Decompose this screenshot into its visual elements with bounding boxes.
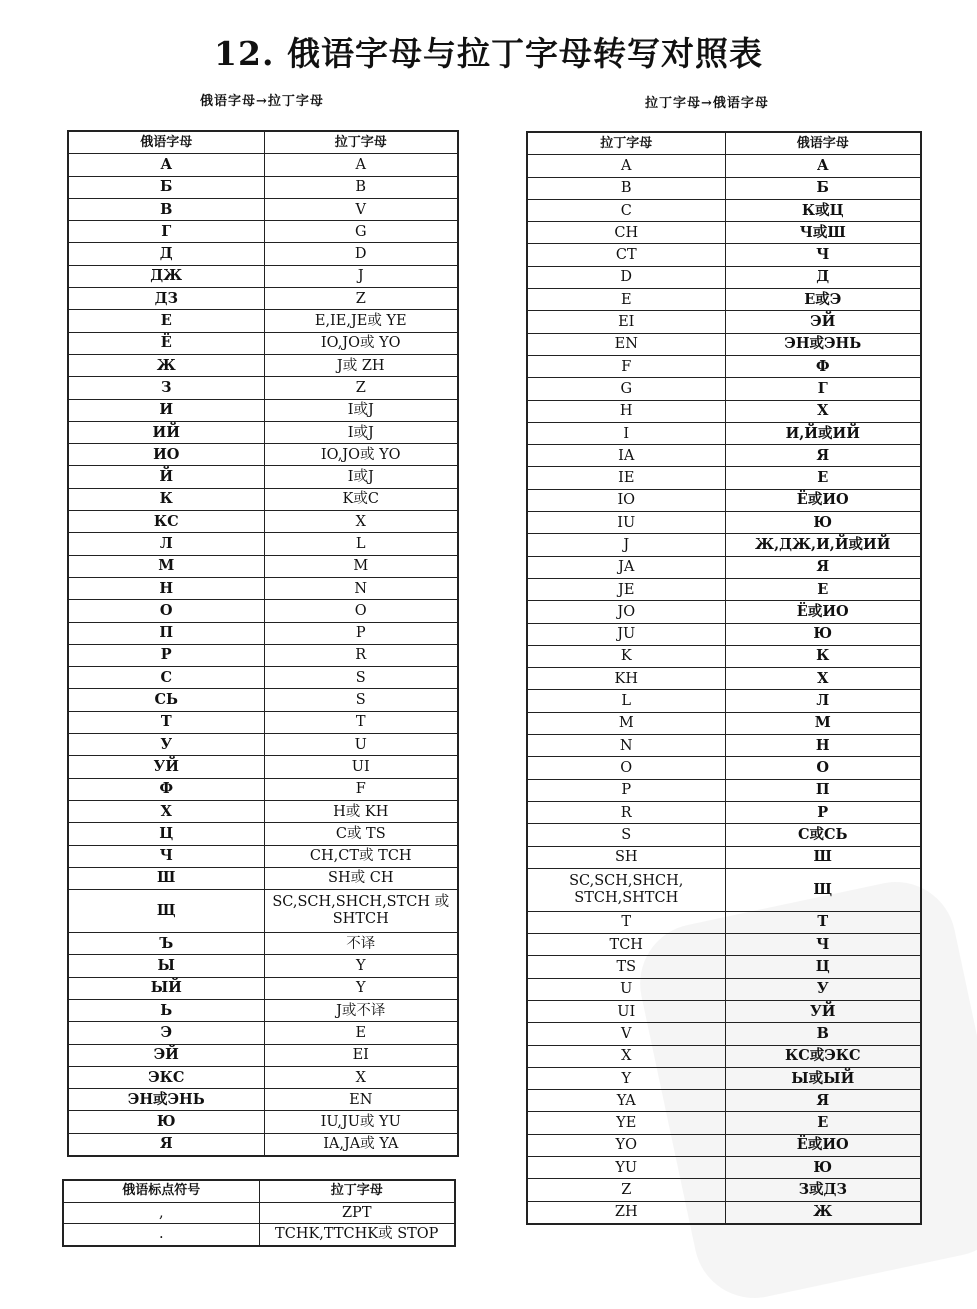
table-row xyxy=(527,735,921,757)
table-row xyxy=(527,578,921,600)
table-row xyxy=(527,779,921,801)
cell-source: Ю xyxy=(68,1111,264,1133)
table-row xyxy=(68,466,458,488)
table-row xyxy=(527,311,921,333)
table-row xyxy=(527,956,921,978)
table-row xyxy=(68,533,458,555)
table-row xyxy=(527,1090,921,1112)
cell-target: В xyxy=(725,1023,921,1045)
table-row xyxy=(527,601,921,623)
cell-source: V xyxy=(527,1023,725,1045)
table-row xyxy=(527,1157,921,1179)
cell-target: Ч或Ш xyxy=(725,222,921,244)
table-row xyxy=(68,243,458,265)
table-row xyxy=(68,1133,458,1156)
cell-target: К xyxy=(725,645,921,667)
cell-target: Ц xyxy=(725,956,921,978)
cell-source: В xyxy=(68,198,264,220)
table-row xyxy=(527,378,921,400)
cell-target: Т xyxy=(725,911,921,933)
cell-target: Ш xyxy=(725,846,921,868)
table-row xyxy=(68,198,458,220)
table-row xyxy=(68,823,458,845)
table-row xyxy=(527,556,921,578)
cell-target: Г xyxy=(725,378,921,400)
table-row xyxy=(68,1089,458,1111)
cell-target: ЭЙ xyxy=(725,311,921,333)
cell-source: Е xyxy=(68,310,264,332)
table-row xyxy=(527,177,921,199)
table-row xyxy=(68,890,458,933)
table-row xyxy=(527,645,921,667)
cell-target: П xyxy=(725,779,921,801)
cell-source: Я xyxy=(68,1133,264,1156)
cell-source: ИО xyxy=(68,444,264,466)
cell-target: 不译 xyxy=(264,933,458,955)
cell-target: Ж,ДЖ,И,Й或ИЙ xyxy=(725,534,921,556)
cell-target: IO,JO或 YO xyxy=(264,332,458,354)
table-row xyxy=(68,778,458,800)
cell-target: Х xyxy=(725,400,921,422)
cell-source: ZH xyxy=(527,1201,725,1224)
table-row xyxy=(68,667,458,689)
cell-source: IE xyxy=(527,467,725,489)
cell-source: G xyxy=(527,378,725,400)
cell-target: Ю xyxy=(725,1157,921,1179)
header-punctuation: 俄语标点符号 xyxy=(63,1180,259,1202)
table-header-row xyxy=(68,131,458,154)
cell-target: Ё或ИО xyxy=(725,601,921,623)
table-row xyxy=(68,1044,458,1066)
table-row xyxy=(68,265,458,287)
cell-target: У xyxy=(725,978,921,1000)
cell-source: H xyxy=(527,400,725,422)
cell-source: P xyxy=(527,779,725,801)
cell-source: SC,SCH,SHCH, STCH,SHTCH xyxy=(527,868,725,911)
cell-source: IU xyxy=(527,512,725,534)
table-row xyxy=(68,977,458,999)
table-row xyxy=(68,999,458,1021)
cell-target: V xyxy=(264,198,458,220)
cell-source: , xyxy=(63,1202,259,1224)
cell-source: У xyxy=(68,734,264,756)
cell-source: M xyxy=(527,712,725,734)
cell-target: Y xyxy=(264,977,458,999)
cell-source: JE xyxy=(527,578,725,600)
cell-source: EN xyxy=(527,333,725,355)
cell-target: Я xyxy=(725,1090,921,1112)
table-row xyxy=(68,176,458,198)
cell-target: U xyxy=(264,734,458,756)
table-punctuation xyxy=(62,1179,456,1247)
table-row xyxy=(68,288,458,310)
cell-target: Ю xyxy=(725,623,921,645)
cell-target: Ч xyxy=(725,244,921,266)
cell-target: EI xyxy=(264,1044,458,1066)
cell-source: TS xyxy=(527,956,725,978)
cell-source: КС xyxy=(68,511,264,533)
cell-target: D xyxy=(264,243,458,265)
cell-source: Л xyxy=(68,533,264,555)
cell-target: A xyxy=(264,154,458,176)
cell-target: M xyxy=(264,555,458,577)
cell-source: O xyxy=(527,757,725,779)
cell-source: YA xyxy=(527,1090,725,1112)
table-row xyxy=(527,712,921,734)
cell-target: TCHK,TTCHK或 STOP xyxy=(259,1224,455,1246)
cell-target: IO,JO或 YO xyxy=(264,444,458,466)
cell-source: JU xyxy=(527,623,725,645)
cell-target: Ё或ИО xyxy=(725,489,921,511)
table-row xyxy=(527,1134,921,1156)
cell-source: Ч xyxy=(68,845,264,867)
cell-target: Х xyxy=(725,668,921,690)
cell-source: J xyxy=(527,534,725,556)
cell-source: Э xyxy=(68,1022,264,1044)
cell-source: EI xyxy=(527,311,725,333)
table-row xyxy=(68,421,458,443)
cell-source: X xyxy=(527,1045,725,1067)
table-row xyxy=(68,711,458,733)
table-row xyxy=(527,1023,921,1045)
table-row xyxy=(68,1022,458,1044)
cell-source: IA xyxy=(527,445,725,467)
cell-target: Ё或ИО xyxy=(725,1134,921,1156)
table-row xyxy=(527,199,921,221)
cell-source: Ь xyxy=(68,999,264,1021)
cell-source: Z xyxy=(527,1179,725,1201)
table-row xyxy=(68,577,458,599)
cell-target: С或СЬ xyxy=(725,824,921,846)
cell-target: CH,CT或 TCH xyxy=(264,845,458,867)
table-row xyxy=(68,332,458,354)
cell-source: JA xyxy=(527,556,725,578)
cell-source: Д xyxy=(68,243,264,265)
table-row xyxy=(527,934,921,956)
cell-target: Е xyxy=(725,1112,921,1134)
table-row xyxy=(68,845,458,867)
cell-target: Е xyxy=(725,578,921,600)
table-row xyxy=(527,911,921,933)
cell-source: Й xyxy=(68,466,264,488)
cell-source: Ъ xyxy=(68,933,264,955)
table-row xyxy=(527,244,921,266)
cell-source: Щ xyxy=(68,890,264,933)
cell-target: H或 KH xyxy=(264,800,458,822)
cell-target: Ы或ЫЙ xyxy=(725,1067,921,1089)
table-row xyxy=(527,445,921,467)
table-row xyxy=(527,978,921,1000)
cell-source: Р xyxy=(68,644,264,666)
cell-source: A xyxy=(527,155,725,177)
table-row xyxy=(527,422,921,444)
cell-source: З xyxy=(68,377,264,399)
cell-target: X xyxy=(264,511,458,533)
header-latin: 拉丁字母 xyxy=(527,132,725,155)
header-latin: 拉丁字母 xyxy=(264,131,458,154)
cell-target: L xyxy=(264,533,458,555)
cell-target: IU,JU或 YU xyxy=(264,1111,458,1133)
cell-target: Ю xyxy=(725,512,921,534)
table-row xyxy=(527,155,921,177)
table-row xyxy=(63,1202,455,1224)
cell-target: EN xyxy=(264,1089,458,1111)
table-row xyxy=(68,377,458,399)
cell-source: ЭН或ЭНЬ xyxy=(68,1089,264,1111)
cell-source: S xyxy=(527,824,725,846)
cell-target: Z xyxy=(264,288,458,310)
cell-target: А xyxy=(725,155,921,177)
cell-source: T xyxy=(527,911,725,933)
table-row xyxy=(68,933,458,955)
cell-target: J xyxy=(264,265,458,287)
cell-source: B xyxy=(527,177,725,199)
cell-target: C或 TS xyxy=(264,823,458,845)
cell-target: Л xyxy=(725,690,921,712)
cell-target: P xyxy=(264,622,458,644)
table-row xyxy=(68,622,458,644)
table-row xyxy=(527,824,921,846)
cell-source: KH xyxy=(527,668,725,690)
cell-target: И,Й或ИЙ xyxy=(725,422,921,444)
table-row xyxy=(68,354,458,376)
header-russian: 俄语字母 xyxy=(68,131,264,154)
cell-target: ЭН或ЭНЬ xyxy=(725,333,921,355)
cell-target: F xyxy=(264,778,458,800)
cell-target: G xyxy=(264,221,458,243)
table-row xyxy=(68,555,458,577)
table-row xyxy=(527,489,921,511)
cell-source: УЙ xyxy=(68,756,264,778)
cell-source: . xyxy=(63,1224,259,1246)
cell-source: CT xyxy=(527,244,725,266)
table-row xyxy=(527,512,921,534)
cell-target: Б xyxy=(725,177,921,199)
cell-target: Z xyxy=(264,377,458,399)
cell-target: Р xyxy=(725,801,921,823)
cell-target: З或ДЗ xyxy=(725,1179,921,1201)
table-row xyxy=(68,800,458,822)
table-row xyxy=(68,644,458,666)
cell-source: Ё xyxy=(68,332,264,354)
table-row xyxy=(68,511,458,533)
cell-target: УЙ xyxy=(725,1000,921,1022)
table-row xyxy=(527,534,921,556)
cell-source: Х xyxy=(68,800,264,822)
table-row xyxy=(68,756,458,778)
cell-target: J或 ZH xyxy=(264,354,458,376)
cell-source: Ш xyxy=(68,867,264,889)
table-ru-to-lat xyxy=(67,130,459,1157)
cell-target: E,IE,JE或 YE xyxy=(264,310,458,332)
cell-source: U xyxy=(527,978,725,1000)
cell-source: Ж xyxy=(68,354,264,376)
cell-source: L xyxy=(527,690,725,712)
cell-target: T xyxy=(264,711,458,733)
cell-target: Д xyxy=(725,266,921,288)
subtitle-ru-to-lat: 俄语字母→拉丁字母 xyxy=(200,94,324,109)
header-latin: 拉丁字母 xyxy=(259,1180,455,1202)
cell-source: JO xyxy=(527,601,725,623)
cell-source: О xyxy=(68,600,264,622)
table-row xyxy=(68,1066,458,1088)
cell-target: Ф xyxy=(725,355,921,377)
cell-target: Ж xyxy=(725,1201,921,1224)
table-row xyxy=(527,222,921,244)
cell-source: K xyxy=(527,645,725,667)
table-row xyxy=(527,289,921,311)
table-row xyxy=(527,668,921,690)
cell-target: КС或ЭКС xyxy=(725,1045,921,1067)
cell-target: K或C xyxy=(264,488,458,510)
table-row xyxy=(527,690,921,712)
table-row xyxy=(68,867,458,889)
cell-target: UI xyxy=(264,756,458,778)
table-row xyxy=(68,1111,458,1133)
subtitle-lat-to-ru: 拉丁字母→俄语字母 xyxy=(645,96,769,111)
table-row xyxy=(527,1201,921,1224)
cell-target: Е xyxy=(725,467,921,489)
cell-target: IA,JA或 YA xyxy=(264,1133,458,1156)
table-row xyxy=(68,221,458,243)
cell-source: IO xyxy=(527,489,725,511)
table-row xyxy=(68,689,458,711)
cell-source: С xyxy=(68,667,264,689)
table-row xyxy=(68,154,458,176)
cell-target: I或J xyxy=(264,399,458,421)
table-row xyxy=(527,801,921,823)
cell-source: Y xyxy=(527,1067,725,1089)
cell-source: Ы xyxy=(68,955,264,977)
table-row xyxy=(527,868,921,911)
cell-target: Н xyxy=(725,735,921,757)
cell-target: N xyxy=(264,577,458,599)
cell-source: YO xyxy=(527,1134,725,1156)
table-row xyxy=(527,1067,921,1089)
cell-source: К xyxy=(68,488,264,510)
cell-target: Я xyxy=(725,445,921,467)
cell-target: R xyxy=(264,644,458,666)
table-row xyxy=(527,266,921,288)
table-row xyxy=(527,1112,921,1134)
cell-target: I或J xyxy=(264,421,458,443)
cell-source: И xyxy=(68,399,264,421)
table-row xyxy=(68,734,458,756)
table-row xyxy=(527,400,921,422)
cell-source: ЭКС xyxy=(68,1066,264,1088)
page-title: 12. 俄语字母与拉丁字母转写对照表 xyxy=(214,34,763,73)
cell-source: Ф xyxy=(68,778,264,800)
cell-source: СЬ xyxy=(68,689,264,711)
cell-source: ИЙ xyxy=(68,421,264,443)
cell-source: Ц xyxy=(68,823,264,845)
table-row xyxy=(527,1000,921,1022)
cell-target: I或J xyxy=(264,466,458,488)
cell-source: YU xyxy=(527,1157,725,1179)
cell-source: П xyxy=(68,622,264,644)
cell-target: О xyxy=(725,757,921,779)
table-row xyxy=(68,444,458,466)
table-row xyxy=(68,600,458,622)
cell-target: Ч xyxy=(725,934,921,956)
cell-source: SH xyxy=(527,846,725,868)
table-row xyxy=(68,955,458,977)
cell-source: Н xyxy=(68,577,264,599)
cell-source: ЭЙ xyxy=(68,1044,264,1066)
cell-source: ДЗ xyxy=(68,288,264,310)
cell-source: E xyxy=(527,289,725,311)
cell-source: F xyxy=(527,355,725,377)
cell-source: UI xyxy=(527,1000,725,1022)
table-row xyxy=(68,310,458,332)
cell-source: I xyxy=(527,422,725,444)
table-row xyxy=(527,333,921,355)
cell-target: К或Ц xyxy=(725,199,921,221)
cell-source: М xyxy=(68,555,264,577)
cell-source: R xyxy=(527,801,725,823)
cell-target: J或不译 xyxy=(264,999,458,1021)
cell-source: CH xyxy=(527,222,725,244)
cell-target: B xyxy=(264,176,458,198)
cell-target: SC,SCH,SHCH,STCH 或 SHTCH xyxy=(264,890,458,933)
table-row xyxy=(527,1045,921,1067)
cell-source: А xyxy=(68,154,264,176)
header-russian: 俄语字母 xyxy=(725,132,921,155)
table-row xyxy=(527,757,921,779)
cell-source: ДЖ xyxy=(68,265,264,287)
table-row xyxy=(68,399,458,421)
table-row xyxy=(68,488,458,510)
table-row xyxy=(527,846,921,868)
table-row xyxy=(527,467,921,489)
table-row xyxy=(527,355,921,377)
cell-source: Т xyxy=(68,711,264,733)
table-header-row xyxy=(63,1180,455,1202)
cell-target: М xyxy=(725,712,921,734)
cell-source: N xyxy=(527,735,725,757)
cell-source: YE xyxy=(527,1112,725,1134)
cell-target: S xyxy=(264,689,458,711)
cell-target: Щ xyxy=(725,868,921,911)
cell-target: Y xyxy=(264,955,458,977)
table-header-row xyxy=(527,132,921,155)
cell-source: D xyxy=(527,266,725,288)
cell-target: X xyxy=(264,1066,458,1088)
cell-target: Я xyxy=(725,556,921,578)
cell-source: Б xyxy=(68,176,264,198)
table-lat-to-ru xyxy=(526,131,922,1225)
table-row xyxy=(63,1224,455,1246)
cell-source: TCH xyxy=(527,934,725,956)
cell-target: S xyxy=(264,667,458,689)
cell-target: E xyxy=(264,1022,458,1044)
cell-target: ZPT xyxy=(259,1202,455,1224)
cell-target: SH或 CH xyxy=(264,867,458,889)
table-row xyxy=(527,623,921,645)
cell-source: ЫЙ xyxy=(68,977,264,999)
cell-target: Е或Э xyxy=(725,289,921,311)
table-row xyxy=(527,1179,921,1201)
cell-target: O xyxy=(264,600,458,622)
cell-source: Г xyxy=(68,221,264,243)
cell-source: C xyxy=(527,199,725,221)
